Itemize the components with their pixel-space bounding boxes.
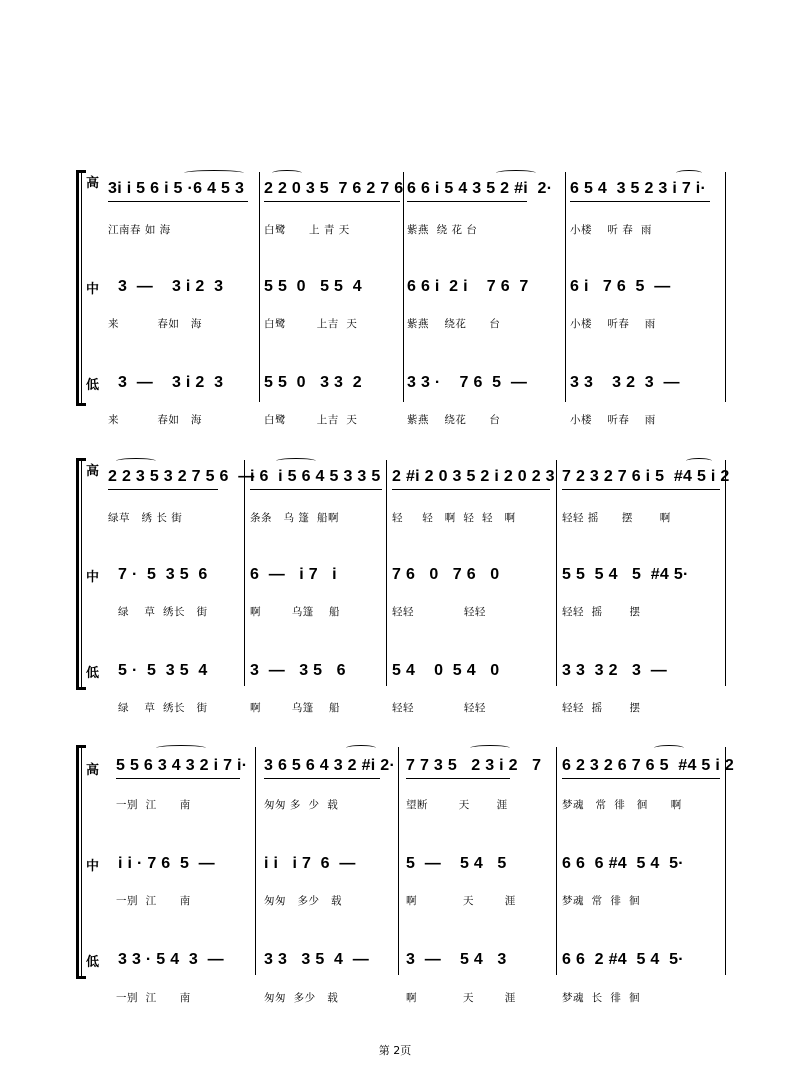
beam — [264, 778, 380, 779]
part-label-high: 高 — [86, 763, 100, 778]
beam — [250, 489, 382, 490]
part-label-mid: 中 — [86, 282, 100, 297]
low-lyrics-s2-m4: 轻轻 摇 摆 — [562, 702, 641, 714]
slur — [346, 745, 376, 751]
slur — [496, 170, 536, 176]
slur — [686, 458, 712, 464]
mid-lyrics-m2: 匆匆 多少 载 — [264, 895, 343, 907]
beam — [407, 201, 527, 202]
barline — [244, 460, 245, 686]
low-notes-m2: 3 — 3 5 6 — [250, 662, 346, 679]
high-notes-m3: 2 #i 2 0 3 5 2 i 2 0 2 3 — [392, 468, 555, 485]
low-notes-m1: 3 — 3 i 2 3 — [118, 374, 224, 391]
score-system-1 — [76, 170, 726, 406]
system-brace — [76, 170, 79, 406]
brace-cap-top — [76, 745, 86, 748]
part-label-low: 低 — [86, 378, 100, 393]
low-lyrics-s1-m4: 小楼 听春 雨 — [570, 414, 656, 426]
mid-notes-m3: 7 6 0 7 6 0 — [392, 566, 500, 583]
beam — [562, 778, 720, 779]
barline-end — [725, 460, 726, 686]
low-notes-m1: 5 · 5 3 5 4 — [118, 662, 208, 679]
system-brace — [76, 745, 79, 979]
slur — [184, 170, 244, 176]
score-system-2 — [76, 458, 730, 690]
mid-notes-m4: 6 6 6 #4 5 4 5· — [562, 855, 684, 872]
score-system-3 — [76, 745, 735, 979]
low-lyrics-s3-m1: 一别 江 南 — [116, 992, 191, 1004]
mid-notes-m4: 6 i 7 6 5 — — [570, 278, 671, 295]
high-lyrics-m3: 轻 轻 啊 轻 轻 啊 — [392, 512, 516, 524]
high-notes-m4: 6 2 3 2 6 7 6 5 #4 5 i 2 — [562, 757, 735, 774]
system-brace-thin — [81, 458, 82, 690]
mid-notes-m1: 3 — 3 i 2 3 — [118, 278, 224, 295]
high-notes-m2: 3 6 5 6 4 3 2 #i 2· — [264, 757, 396, 774]
barline — [565, 172, 566, 402]
beam — [108, 489, 218, 490]
high-notes-m2: i 6 i 5 6 4 5 3 3 5 — [250, 468, 381, 485]
low-lyrics-s3-m2: 匆匆 多少 载 — [264, 992, 339, 1004]
brace-cap-top — [76, 458, 86, 461]
beam — [108, 201, 248, 202]
mid-notes-m1: i i · 7 6 5 — — [118, 855, 215, 872]
part-label-low: 低 — [86, 955, 100, 970]
brace-cap-bottom — [76, 687, 86, 690]
high-notes-m4: 7 2 3 2 7 6 i 5 #4 5 i 2 — [562, 468, 730, 485]
low-lyrics-s1-m2: 白鹭 上吉 天 — [264, 414, 358, 426]
part-label-high: 高 — [86, 464, 100, 479]
brace-cap-bottom — [76, 976, 86, 979]
beam — [570, 201, 710, 202]
barline-end — [725, 747, 726, 975]
slur — [676, 170, 702, 176]
high-notes-m1: 3i i 5 6 i 5 ·6 4 5 3 — [108, 180, 245, 197]
low-notes-m4: 3 3 3 2 3 — — [570, 374, 680, 391]
high-lyrics-m3: 紫燕 绕 花 台 — [407, 224, 478, 236]
high-lyrics-m1: 一别 江 南 — [116, 799, 191, 811]
high-lyrics-m2: 匆匆 多 少 载 — [264, 799, 339, 811]
mid-lyrics-m3: 紫燕 绕花 台 — [407, 318, 501, 330]
low-notes-m2: 3 3 3 5 4 — — [264, 951, 369, 968]
mid-lyrics-m3: 轻轻 轻轻 — [392, 606, 486, 618]
slur — [470, 745, 510, 751]
low-lyrics-s1-m1: 来 春如 海 — [108, 414, 202, 426]
slur — [116, 458, 156, 464]
beam — [116, 778, 240, 779]
part-label-high: 高 — [86, 176, 100, 191]
mid-notes-m2: i i i 7 6 — — [264, 855, 356, 872]
page-number: 第 2页 — [378, 1044, 412, 1057]
mid-lyrics-m4: 轻轻 摇 摆 — [562, 606, 641, 618]
part-label-mid: 中 — [86, 859, 100, 874]
barline — [259, 172, 260, 402]
low-lyrics-s3-m4: 梦魂 长 徘 徊 — [562, 992, 641, 1004]
high-notes-m1: 5 5 6 3 4 3 2 i 7 i· — [116, 757, 248, 774]
low-notes-m2: 5 5 0 3 3 2 — [264, 374, 362, 391]
low-lyrics-s3-m3: 啊 天 涯 — [406, 992, 516, 1004]
low-lyrics-s2-m3: 轻轻 轻轻 — [392, 702, 486, 714]
high-lyrics-m2: 条条 乌 篷 船啊 — [250, 512, 340, 524]
low-lyrics-s1-m3: 紫燕 绕花 台 — [407, 414, 501, 426]
mid-lyrics-m2: 白鹭 上吉 天 — [264, 318, 358, 330]
high-notes-m4: 6 5 4 3 5 2 3 i 7 i· — [570, 180, 707, 197]
mid-lyrics-m3: 啊 天 涯 — [406, 895, 516, 907]
high-notes-m3: 6 6 i 5 4 3 5 2 #i 2· — [407, 180, 553, 197]
barline-end — [725, 172, 726, 402]
mid-lyrics-m2: 啊 乌篷 船 — [250, 606, 341, 618]
high-notes-m1: 2 2 3 5 3 2 7 5 6 — — [108, 468, 255, 485]
mid-notes-m2: 6 — i 7 i — [250, 566, 337, 583]
low-notes-m3: 3 3 · 7 6 5 — — [407, 374, 528, 391]
low-notes-m4: 3 3 3 2 3 — — [562, 662, 667, 679]
barline — [255, 747, 256, 975]
low-notes-m1: 3 3 · 5 4 3 — — [118, 951, 224, 968]
high-lyrics-m3: 望断 天 涯 — [406, 799, 508, 811]
slur — [654, 745, 684, 751]
barline — [386, 460, 387, 686]
beam — [562, 489, 720, 490]
high-notes-m3: 7 7 3 5 2 3 i 2 7 — [406, 757, 542, 774]
brace-cap-top — [76, 170, 86, 173]
system-brace-thin — [81, 745, 82, 979]
high-lyrics-m2: 白鹭 上 青 天 — [264, 224, 350, 236]
mid-notes-m2: 5 5 0 5 5 4 — [264, 278, 362, 295]
mid-notes-m4: 5 5 5 4 5 #4 5· — [562, 566, 689, 583]
mid-lyrics-m4: 小楼 听春 雨 — [570, 318, 656, 330]
beam — [264, 201, 400, 202]
mid-lyrics-m1: 来 春如 海 — [108, 318, 202, 330]
low-notes-m4: 6 6 2 #4 5 4 5· — [562, 951, 684, 968]
beam — [406, 778, 510, 779]
beam — [392, 489, 550, 490]
brace-cap-bottom — [76, 403, 86, 406]
mid-notes-m1: 7 · 5 3 5 6 — [118, 566, 208, 583]
low-lyrics-s2-m1: 绿 草 绣长 街 — [118, 702, 208, 714]
mid-notes-m3: 6 6 i 2 i 7 6 7 — [407, 278, 529, 295]
barline — [556, 747, 557, 975]
system-brace — [76, 458, 79, 690]
slur — [276, 458, 316, 464]
mid-lyrics-m1: 绿 草 绣长 街 — [118, 606, 208, 618]
mid-notes-m3: 5 — 5 4 5 — [406, 855, 507, 872]
high-notes-m2: 2 2 0 3 5 7 6 2 7 6 — [264, 180, 404, 197]
high-lyrics-m4: 轻轻 摇 摆 啊 — [562, 512, 671, 524]
slur — [272, 170, 302, 176]
system-brace-thin — [81, 170, 82, 406]
mid-lyrics-m4: 梦魂 常 徘 徊 — [562, 895, 641, 907]
part-label-mid: 中 — [86, 570, 100, 585]
high-lyrics-m4: 小楼 听 春 雨 — [570, 224, 652, 236]
slur — [156, 745, 206, 751]
high-lyrics-m4: 梦魂 常 徘 徊 啊 — [562, 799, 682, 811]
barline — [556, 460, 557, 686]
barline — [398, 747, 399, 975]
part-label-low: 低 — [86, 666, 100, 681]
barline — [403, 172, 404, 402]
high-lyrics-m1: 绿草 绣 长 街 — [108, 512, 183, 524]
high-lyrics-m1: 江南春 如 海 — [108, 224, 171, 236]
mid-lyrics-m1: 一别 江 南 — [116, 895, 191, 907]
low-lyrics-s2-m2: 啊 乌篷 船 — [250, 702, 341, 714]
low-notes-m3: 5 4 0 5 4 0 — [392, 662, 500, 679]
low-notes-m3: 3 — 5 4 3 — [406, 951, 507, 968]
